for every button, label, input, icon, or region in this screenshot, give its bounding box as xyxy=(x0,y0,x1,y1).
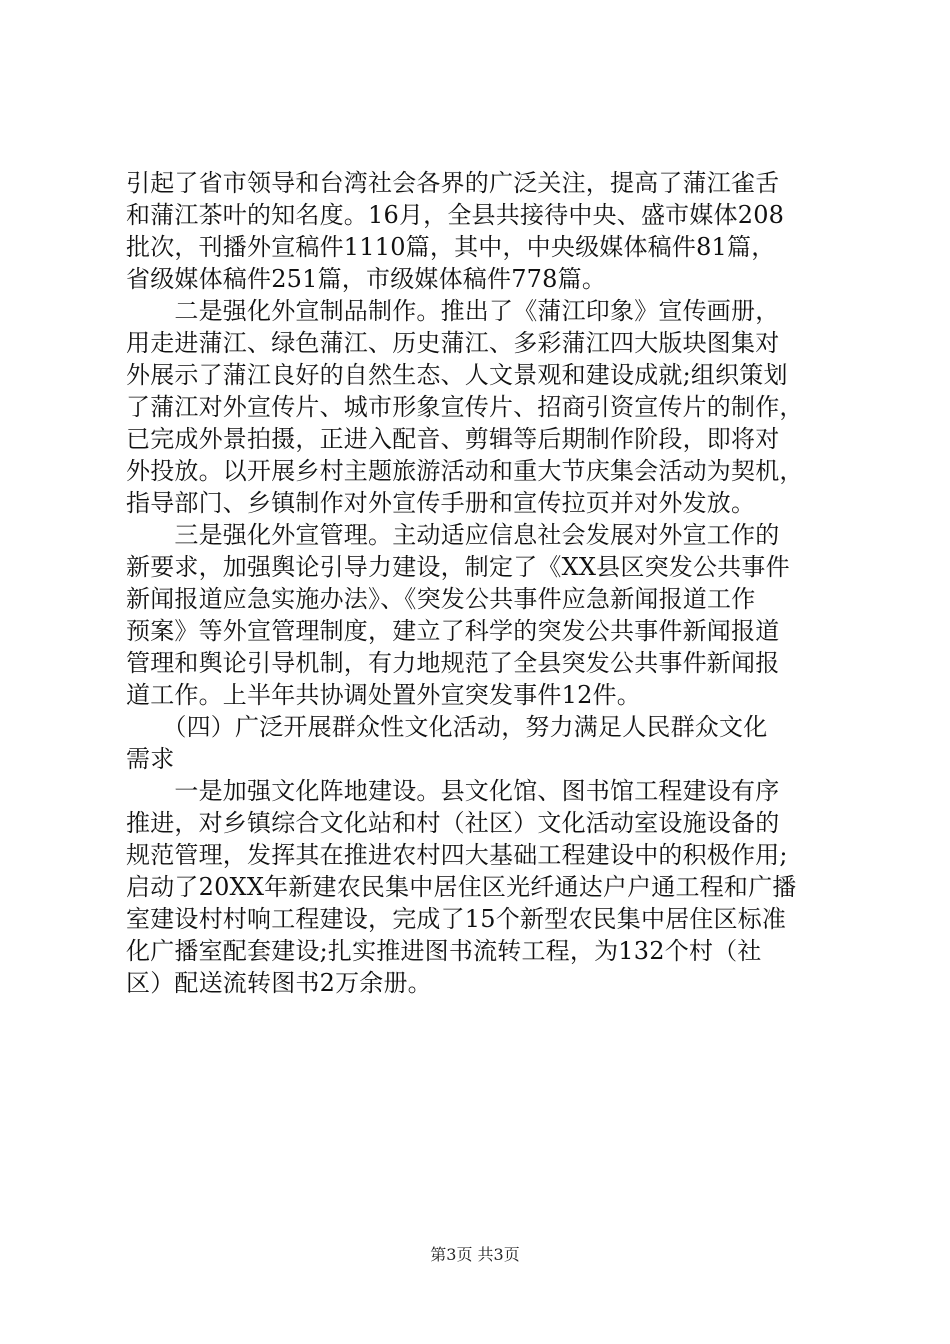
text-line: 用走进蒲江、绿色蒲江、历史蒲江、多彩蒲江四大版块图集对 xyxy=(126,329,780,357)
text-line: 管理和舆论引导机制，有力地规范了全县突发公共事件新闻报 xyxy=(126,649,780,677)
text-line: 省级媒体稿件251篇，市级媒体稿件778篇。 xyxy=(126,265,607,293)
text-line: 规范管理，发挥其在推进农村四大基础工程建设中的积极作用; xyxy=(126,841,788,869)
text-line: 和蒲江茶叶的知名度。16月，全县共接待中央、盛市媒体208 xyxy=(126,201,785,229)
text-line: 启动了20XX年新建农民集中居住区光纤通达户户通工程和广播 xyxy=(126,873,797,901)
text-line: 外投放。以开展乡村主题旅游活动和重大节庆集会活动为契机， xyxy=(126,457,804,485)
page-number-footer: 第3页 共3页 xyxy=(430,1245,520,1264)
text-line: 化广播室配套建设;扎实推进图书流转工程，为132个村（社 xyxy=(126,937,762,965)
text-line: 已完成外景拍摄，正进入配音、剪辑等后期制作阶段，即将对 xyxy=(126,425,780,453)
text-line: 新要求，加强舆论引导力建设，制定了《XX县区突发公共事件 xyxy=(126,553,790,581)
text-line: 道工作。上半年共协调处置外宣突发事件12件。 xyxy=(126,681,641,709)
text-line: 了蒲江对外宣传片、城市形象宣传片、招商引资宣传片的制作， xyxy=(126,393,804,421)
text-line: 区）配送流转图书2万余册。 xyxy=(126,969,432,997)
text-line: 三是强化外宣管理。主动适应信息社会发展对外宣工作的 xyxy=(126,521,780,549)
document-body xyxy=(126,167,846,999)
text-line: 预案》等外宣管理制度，建立了科学的突发公共事件新闻报道 xyxy=(126,617,780,645)
section-heading-line: （四）广泛开展群众性文化活动，努力满足人民群众文化 xyxy=(126,713,768,741)
section-heading-line: 需求 xyxy=(126,745,175,773)
text-line: 指导部门、乡镇制作对外宣传手册和宣传拉页并对外发放。 xyxy=(126,489,756,517)
text-line: 引起了省市领导和台湾社会各界的广泛关注，提高了蒲江雀舌 xyxy=(126,169,780,197)
text-line: 室建设村村响工程建设，完成了15个新型农民集中居住区标准 xyxy=(126,905,787,933)
text-line: 二是强化外宣制品制作。推出了《蒲江印象》宣传画册， xyxy=(126,297,780,325)
text-line: 新闻报道应急实施办法》、《突发公共事件应急新闻报道工作 xyxy=(126,585,756,613)
text-line: 批次，刊播外宣稿件1110篇，其中，中央级媒体稿件81篇， xyxy=(126,233,776,261)
text-line: 一是加强文化阵地建设。县文化馆、图书馆工程建设有序 xyxy=(126,777,780,805)
text-line: 外展示了蒲江良好的自然生态、人文景观和建设成就;组织策划 xyxy=(126,361,788,389)
text-line: 推进，对乡镇综合文化站和村（社区）文化活动室设施设备的 xyxy=(126,809,780,837)
